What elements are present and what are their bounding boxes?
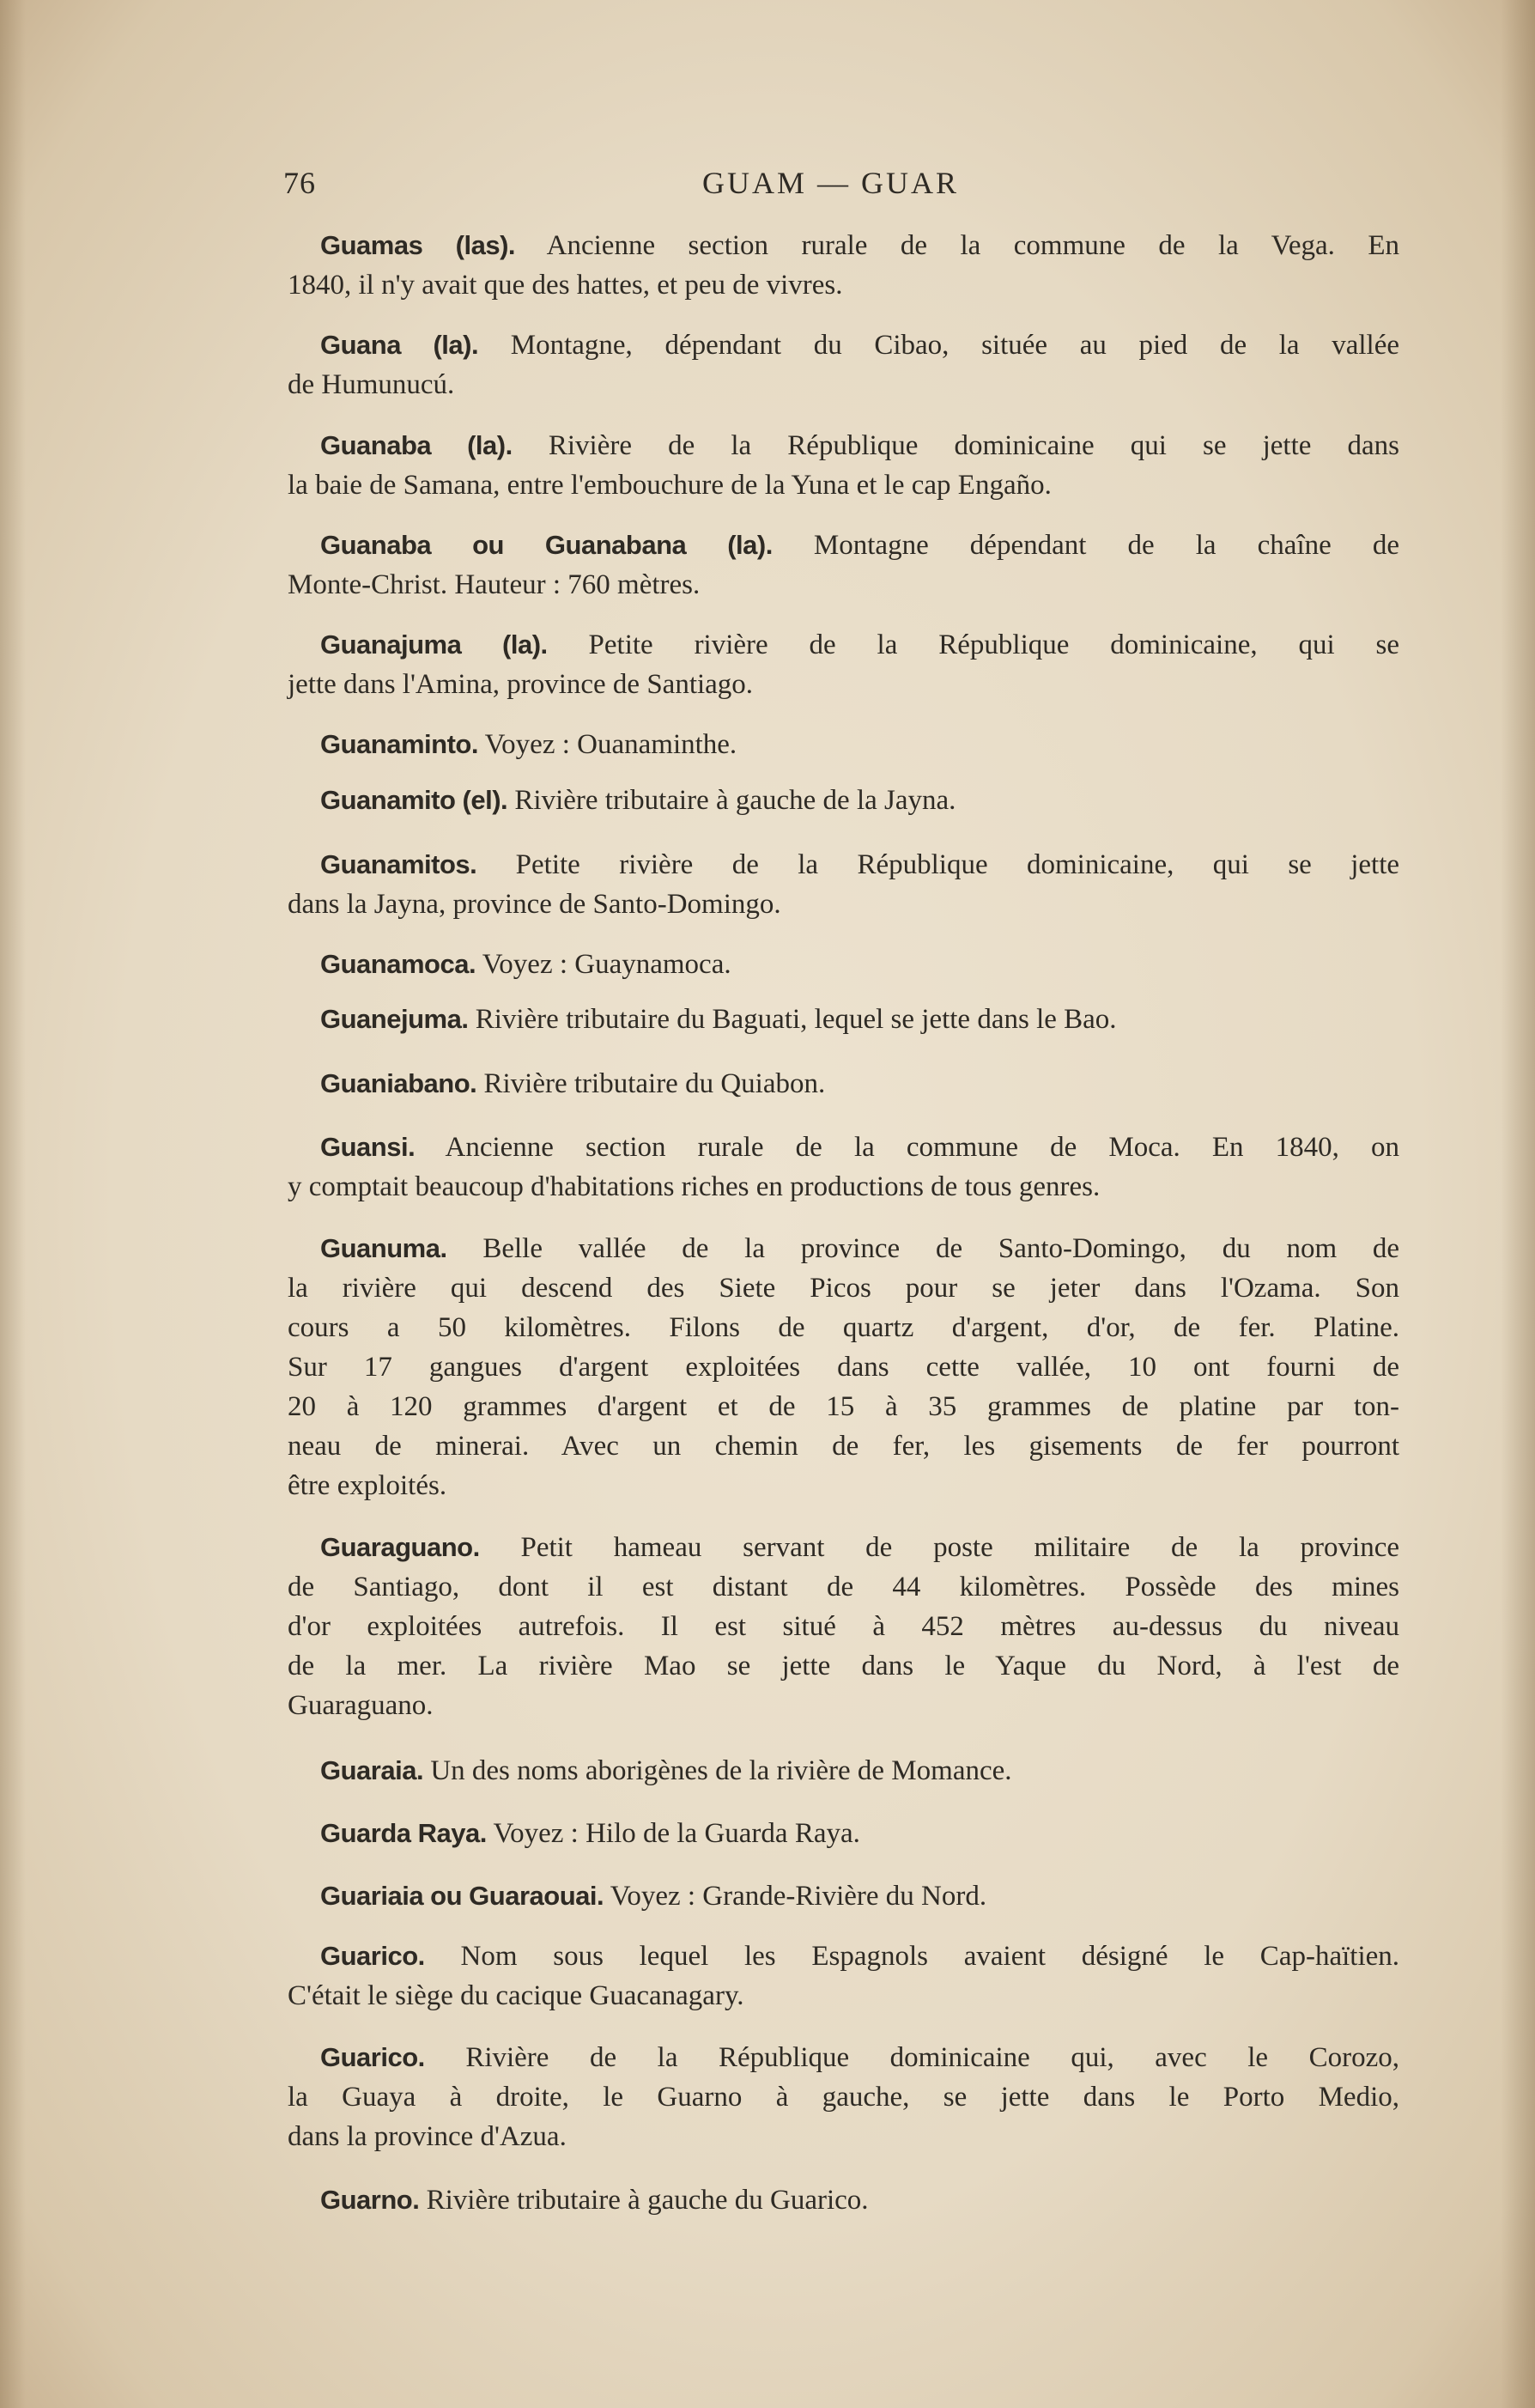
entry-line (288, 1426, 1399, 1466)
entry-line (288, 265, 1399, 305)
entry-text: Petit hameau servant de poste militaire de la province (520, 1532, 1400, 1564)
entry-line (288, 1607, 1399, 1646)
entry-text: Voyez : Grande-Rivière du Nord. (610, 1881, 987, 1912)
entry-text: Guaraguano. (288, 1690, 434, 1722)
dictionary-entry (288, 2180, 1399, 2220)
entry-headword: Guariaia ou Guaraouai. (320, 1881, 604, 1912)
entry-line (288, 1814, 1399, 1853)
dictionary-entry (288, 625, 1399, 704)
entry-headword: Guanamitos. (320, 848, 477, 879)
dictionary-entry (288, 426, 1399, 505)
dictionary-entry (288, 1528, 1399, 1725)
entry-line (288, 845, 1399, 885)
dictionary-entry (288, 945, 1399, 984)
entry-line (288, 1347, 1399, 1387)
entry-text: jette dans l'Amina, province de Santiago. (288, 668, 754, 700)
entry-line (288, 625, 1399, 665)
entry-text: dans la province d'Azua. (288, 2120, 567, 2152)
entry-line (288, 1751, 1399, 1791)
entry-text: Voyez : Ouanaminthe. (484, 729, 737, 761)
entry-text: dans la Jayna, province de Santo-Domingo. (288, 888, 781, 920)
entry-headword: Guaraguano. (320, 1532, 480, 1563)
entry-text: Rivière tributaire du Baguati, lequel se jette dans le Bao. (475, 1004, 1117, 1036)
entry-headword: Guanejuma. (320, 1004, 469, 1035)
entry-headword: Guanaba (la). (320, 429, 513, 460)
entry-line (288, 1000, 1399, 1039)
page-edge-right (1501, 0, 1535, 2408)
dictionary-entry (288, 1876, 1399, 1916)
entry-text: C'était le siège du cacique Guacanagary. (288, 1979, 744, 2011)
entry-text: Rivière de la République dominicaine qui se jette dans (548, 429, 1400, 461)
entry-headword: Guanamito (el). (320, 784, 508, 815)
entry-line (288, 365, 1399, 404)
entry-line (288, 526, 1399, 565)
page-edge-left (0, 0, 26, 2408)
dictionary-entry (288, 1128, 1399, 1207)
entry-line (288, 565, 1399, 605)
entry-line (288, 1876, 1399, 1916)
dictionary-entry (288, 1000, 1399, 1039)
entry-line (288, 945, 1399, 984)
entry-text: Voyez : Guaynamoca. (482, 948, 731, 980)
entry-headword: Guarico. (320, 1940, 425, 1971)
entry-headword: Guanajuma (la). (320, 629, 548, 660)
entry-text: Rivière tributaire du Quiabon. (483, 1068, 826, 1100)
entry-text: Petite rivière de la République dominicaine, qui se jette (515, 848, 1400, 880)
dictionary-entry (288, 226, 1399, 305)
dictionary-entry (288, 725, 1399, 764)
entry-line (288, 781, 1399, 820)
dictionary-entry (288, 1064, 1399, 1104)
entry-text: la Guaya à droite, le Guarno à gauche, se jette dans le Porto Medio, (288, 2081, 1399, 2113)
entry-text: Voyez : Hilo de la Guarda Raya. (493, 1817, 860, 1849)
dictionary-entry (288, 526, 1399, 605)
entry-text: être exploités. (288, 1469, 447, 1501)
entry-headword: Guaniabano. (320, 1068, 477, 1099)
dictionary-entry (288, 1229, 1399, 1505)
entry-text: Petite rivière de la République dominicaine, qui se (588, 629, 1400, 660)
entry-text: 1840, il n'y avait que des hattes, et peu de vivres. (288, 270, 843, 301)
entry-text: Rivière tributaire à gauche de la Jayna. (514, 784, 956, 816)
dictionary-entry (288, 1937, 1399, 2016)
entry-line (288, 465, 1399, 505)
entry-line (288, 226, 1399, 265)
dictionary-entry (288, 781, 1399, 820)
dictionary-entry (288, 2038, 1399, 2156)
entry-text: Rivière de la République dominicaine qui, avec le Corozo, (465, 2041, 1400, 2073)
entry-text: Rivière tributaire à gauche du Guarico. (426, 2185, 869, 2216)
entry-line (288, 1308, 1399, 1347)
entry-headword: Guanaminto. (320, 729, 478, 760)
entry-text: Sur 17 gangues d'argent exploitées dans cette vallée, 10 ont fourni de (288, 1351, 1399, 1383)
entry-line (288, 1229, 1399, 1268)
entry-text: neau de minerai. Avec un chemin de fer, les gisements de fer pourront (288, 1430, 1399, 1462)
entry-line (288, 1937, 1399, 1976)
entry-headword: Guarico. (320, 2041, 425, 2072)
entry-line (288, 325, 1399, 365)
dictionary-entry (288, 325, 1399, 404)
entry-text: Belle vallée de la province de Santo-Domingo, du nom de (482, 1232, 1400, 1264)
entry-text: cours a 50 kilomètres. Filons de quartz d'argent, d'or, de fer. Platine. (288, 1311, 1399, 1343)
entry-headword: Guanuma. (320, 1232, 447, 1263)
entry-headword: Guansi. (320, 1131, 416, 1162)
entry-line (288, 665, 1399, 704)
entry-headword: Guanaba ou Guanabana (la). (320, 529, 773, 560)
entry-line (288, 1528, 1399, 1567)
entry-text: d'or exploitées autrefois. Il est situé à 452 mètres au-dessus du niveau (288, 1611, 1399, 1643)
entry-headword: Guarno. (320, 2185, 420, 2216)
entry-headword: Guana (la). (320, 330, 479, 361)
entry-text: la baie de Samana, entre l'embouchure de la Yuna et le cap Engaño. (288, 469, 1052, 501)
entry-line (288, 2038, 1399, 2077)
entry-text: Un des noms aborigènes de la rivière de Momance. (430, 1754, 1012, 1786)
entry-text: 20 à 120 grammes d'argent et de 15 à 35 grammes de platine par ton- (288, 1390, 1399, 1422)
entry-line (288, 1686, 1399, 1725)
entry-headword: Guarda Raya. (320, 1817, 487, 1848)
entry-line (288, 2077, 1399, 2117)
entry-line (288, 885, 1399, 924)
entry-text: Monte-Christ. Hauteur : 760 mètres. (288, 569, 701, 600)
entry-line (288, 1567, 1399, 1607)
entry-text: Montagne, dépendant du Cibao, située au pied de la vallée (510, 330, 1399, 362)
entry-line (288, 2180, 1399, 2220)
running-head: GUAM — GUAR (702, 166, 960, 200)
dictionary-entry (288, 1751, 1399, 1791)
entry-text: Ancienne section rurale de la commune de la Vega. En (546, 230, 1399, 262)
entry-line (288, 1064, 1399, 1104)
entry-headword: Guamas (las). (320, 230, 516, 261)
entry-text: y comptait beaucoup d'habitations riches en productions de tous genres. (288, 1171, 1101, 1202)
entry-line (288, 725, 1399, 764)
entry-line (288, 426, 1399, 465)
entry-text: de la mer. La rivière Mao se jette dans le Yaque du Nord, à l'est de (288, 1651, 1399, 1682)
entry-line (288, 2117, 1399, 2156)
dictionary-entry (288, 1814, 1399, 1853)
entry-line (288, 1268, 1399, 1308)
entry-line (288, 1167, 1399, 1207)
entry-headword: Guaraia. (320, 1754, 424, 1785)
entry-text: Nom sous lequel les Espagnols avaient désigné le Cap-haïtien. (460, 1940, 1400, 1972)
entry-text: Ancienne section rurale de la commune de Moca. En 1840, on (445, 1131, 1399, 1163)
entry-headword: Guanamoca. (320, 948, 476, 979)
entry-text: de Humunucú. (288, 369, 455, 401)
dictionary-entry (288, 845, 1399, 924)
entry-line (288, 1128, 1399, 1167)
entry-text: de Santiago, dont il est distant de 44 kilomètres. Possède des mines (288, 1572, 1399, 1603)
entry-text: la rivière qui descend des Siete Picos pour se jeter dans l'Ozama. Son (288, 1272, 1399, 1304)
entry-line (288, 1976, 1399, 2016)
entry-line (288, 1466, 1399, 1505)
entry-line (288, 1387, 1399, 1426)
entry-line (288, 1646, 1399, 1686)
entry-text: Montagne dépendant de la chaîne de (813, 529, 1399, 561)
page-number: 76 (283, 166, 316, 200)
